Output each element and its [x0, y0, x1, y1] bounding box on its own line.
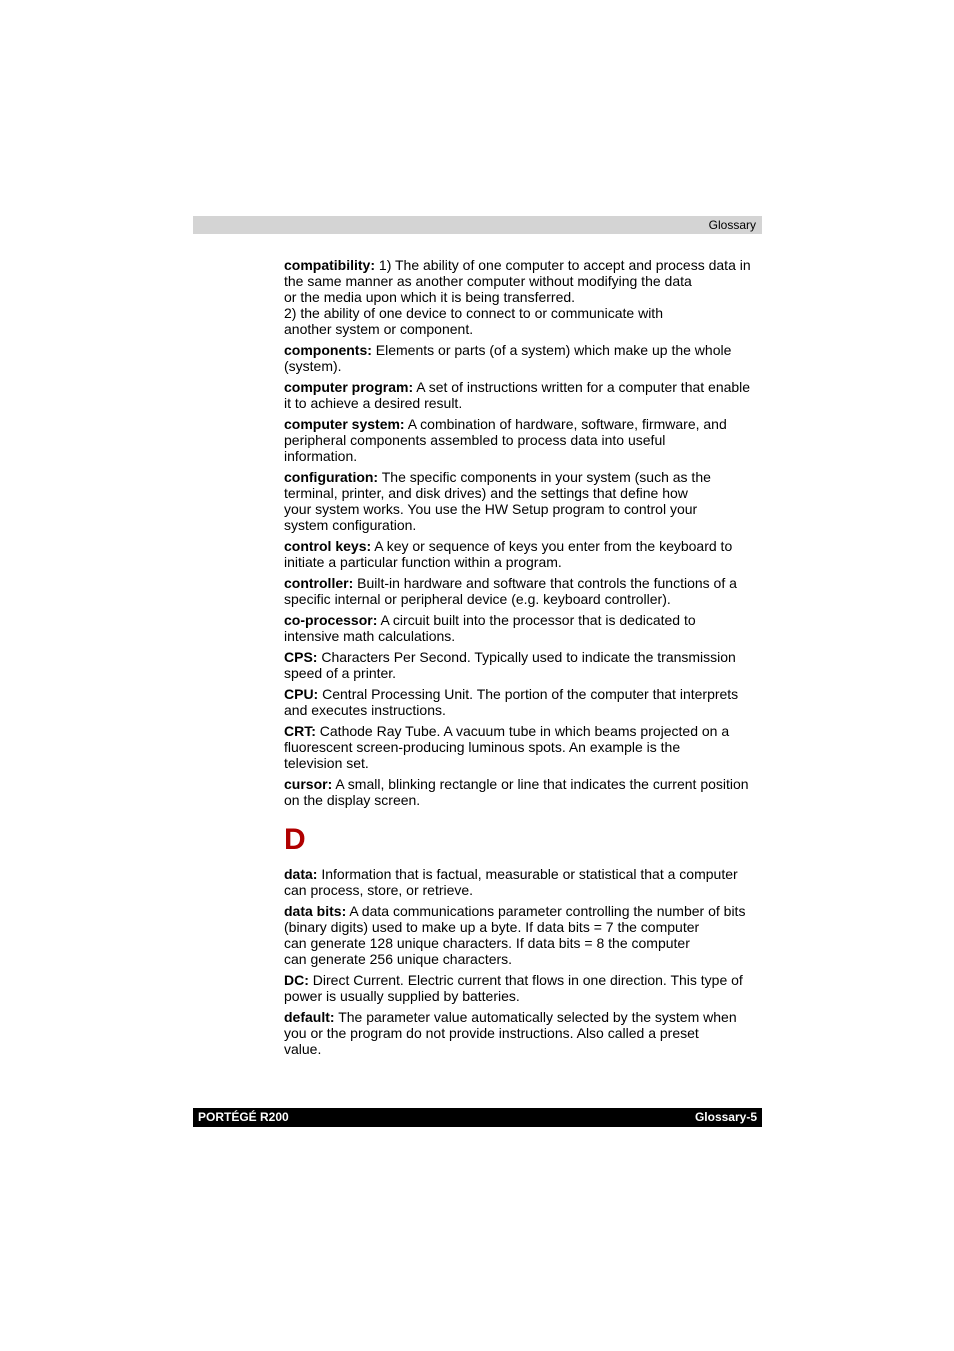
glossary-definition: Built-in hardware and software that controls the functions of a	[353, 575, 737, 591]
glossary-entry-line	[284, 723, 762, 739]
glossary-entry-line: television set.	[284, 755, 369, 771]
glossary-term: cursor:	[284, 776, 333, 792]
glossary-entry-line: peripheral components assembled to process data into useful	[284, 432, 666, 448]
glossary-entries-d	[284, 866, 762, 1057]
glossary-term: data bits:	[284, 903, 347, 919]
glossary-definition: Characters Per Second. Typically used to indicate the transmission	[317, 649, 736, 665]
glossary-entry-line	[284, 257, 762, 273]
glossary-term: data:	[284, 866, 318, 882]
glossary-definition: A combination of hardware, software, firmware, and	[404, 416, 727, 432]
glossary-entry-line: you or the program do not provide instructions. Also called a preset	[284, 1025, 699, 1041]
glossary-definition: A key or sequence of keys you enter from the keyboard to	[371, 538, 733, 554]
glossary-entry-line: and executes instructions.	[284, 702, 446, 718]
glossary-term: DC:	[284, 972, 309, 988]
glossary-entry	[284, 575, 762, 607]
glossary-entry-line	[284, 903, 762, 919]
glossary-definition: The specific components in your system (such as the	[378, 469, 711, 485]
footer-product-name: PORTÉGÉ R200	[198, 1110, 289, 1124]
glossary-term: CPU:	[284, 686, 319, 702]
glossary-entry	[284, 972, 762, 1004]
glossary-entry-line	[284, 469, 762, 485]
glossary-definition: Elements or parts (of a system) which make up the whole	[371, 342, 732, 358]
glossary-entry-line	[284, 649, 762, 665]
glossary-definition: A small, blinking rectangle or line that indicates the current position	[332, 776, 749, 792]
glossary-entry-line	[284, 612, 762, 628]
footer-page-number: Glossary-5	[694, 1110, 757, 1124]
glossary-entry	[284, 723, 762, 771]
glossary-entry-line: it to achieve a desired result.	[284, 395, 463, 411]
glossary-term: control keys:	[284, 538, 372, 554]
glossary-entry-line	[284, 379, 762, 395]
glossary-entries-c	[284, 257, 762, 808]
glossary-definition: Cathode Ray Tube. A vacuum tube in which beams projected on a	[315, 723, 730, 739]
glossary-entry-line: (system).	[284, 358, 342, 374]
glossary-term: components:	[284, 342, 372, 358]
glossary-entry-line: fluorescent screen-producing luminous spots. An example is the	[284, 739, 681, 755]
glossary-entry	[284, 416, 762, 464]
glossary-term: default:	[284, 1009, 335, 1025]
glossary-entry-line: can process, store, or retrieve.	[284, 882, 474, 898]
glossary-entry-line	[284, 342, 762, 358]
glossary-entry	[284, 257, 762, 337]
glossary-entry-line: on the display screen.	[284, 792, 421, 808]
running-header-bar	[193, 216, 762, 234]
glossary-entry	[284, 686, 762, 718]
glossary-entry-line: initiate a particular function within a program.	[284, 554, 562, 570]
glossary-entry-line	[284, 686, 762, 702]
glossary-entry-line	[284, 776, 762, 792]
footer-bar	[193, 1108, 762, 1127]
glossary-entry-line: can generate 128 unique characters. If data bits = 8 the computer	[284, 935, 690, 951]
glossary-term: computer program:	[284, 379, 414, 395]
glossary-definition: The parameter value automatically selected by the system when	[334, 1009, 737, 1025]
glossary-entry-line	[284, 416, 762, 432]
glossary-definition: A circuit built into the processor that is dedicated to	[377, 612, 696, 628]
glossary-definition: A set of instructions written for a computer that enable	[413, 379, 751, 395]
glossary-entry-line: system configuration.	[284, 517, 417, 533]
glossary-entry	[284, 612, 762, 644]
glossary-entry-line: intensive math calculations.	[284, 628, 456, 644]
glossary-entry-line: (binary digits) used to make up a byte. If data bits = 7 the computer	[284, 919, 700, 935]
glossary-entry	[284, 342, 762, 374]
glossary-definition: A data communications parameter controlling the number of bits	[346, 903, 746, 919]
glossary-entry	[284, 903, 762, 967]
glossary-definition: Central Processing Unit. The portion of the computer that interprets	[318, 686, 739, 702]
glossary-entry-line	[284, 972, 762, 988]
glossary-term: computer system:	[284, 416, 405, 432]
glossary-term: compatibility:	[284, 257, 376, 273]
glossary-content	[284, 257, 762, 1062]
glossary-term: controller:	[284, 575, 354, 591]
glossary-term: CRT:	[284, 723, 316, 739]
glossary-entry	[284, 379, 762, 411]
glossary-entry	[284, 1009, 762, 1057]
glossary-entry-line: speed of a printer.	[284, 665, 397, 681]
glossary-entry	[284, 469, 762, 533]
glossary-entry	[284, 538, 762, 570]
glossary-entry-line: another system or component.	[284, 321, 474, 337]
glossary-entry-line: information.	[284, 448, 358, 464]
glossary-term: CPS:	[284, 649, 318, 665]
glossary-term: configuration:	[284, 469, 379, 485]
glossary-entry-line	[284, 575, 762, 591]
running-header-title: Glossary	[708, 218, 756, 232]
glossary-entry-line: the same manner as another computer without modifying the data	[284, 273, 692, 289]
glossary-term: co-processor:	[284, 612, 378, 628]
glossary-entry	[284, 649, 762, 681]
glossary-entry-line	[284, 1009, 762, 1025]
glossary-entry-line: specific internal or peripheral device (e.g. keyboard controller).	[284, 591, 671, 607]
glossary-entry-line	[284, 866, 762, 882]
glossary-definition: 1) The ability of one computer to accept and process data in	[375, 257, 751, 273]
glossary-entry-line: 2) the ability of one device to connect to or communicate with	[284, 305, 663, 321]
glossary-entry-line: or the media upon which it is being transferred.	[284, 289, 576, 305]
glossary-entry-line	[284, 538, 762, 554]
section-letter-d: D	[284, 823, 306, 856]
glossary-definition: Information that is factual, measurable or statistical that a computer	[317, 866, 738, 882]
glossary-entry-line: can generate 256 unique characters.	[284, 951, 513, 967]
glossary-entry	[284, 866, 762, 898]
glossary-entry-line: power is usually supplied by batteries.	[284, 988, 520, 1004]
glossary-entry-line: your system works. You use the HW Setup program to control your	[284, 501, 698, 517]
glossary-entry-line: terminal, printer, and disk drives) and the settings that define how	[284, 485, 688, 501]
glossary-definition: Direct Current. Electric current that flows in one direction. This type of	[308, 972, 743, 988]
glossary-entry	[284, 776, 762, 808]
glossary-entry-line: value.	[284, 1041, 322, 1057]
